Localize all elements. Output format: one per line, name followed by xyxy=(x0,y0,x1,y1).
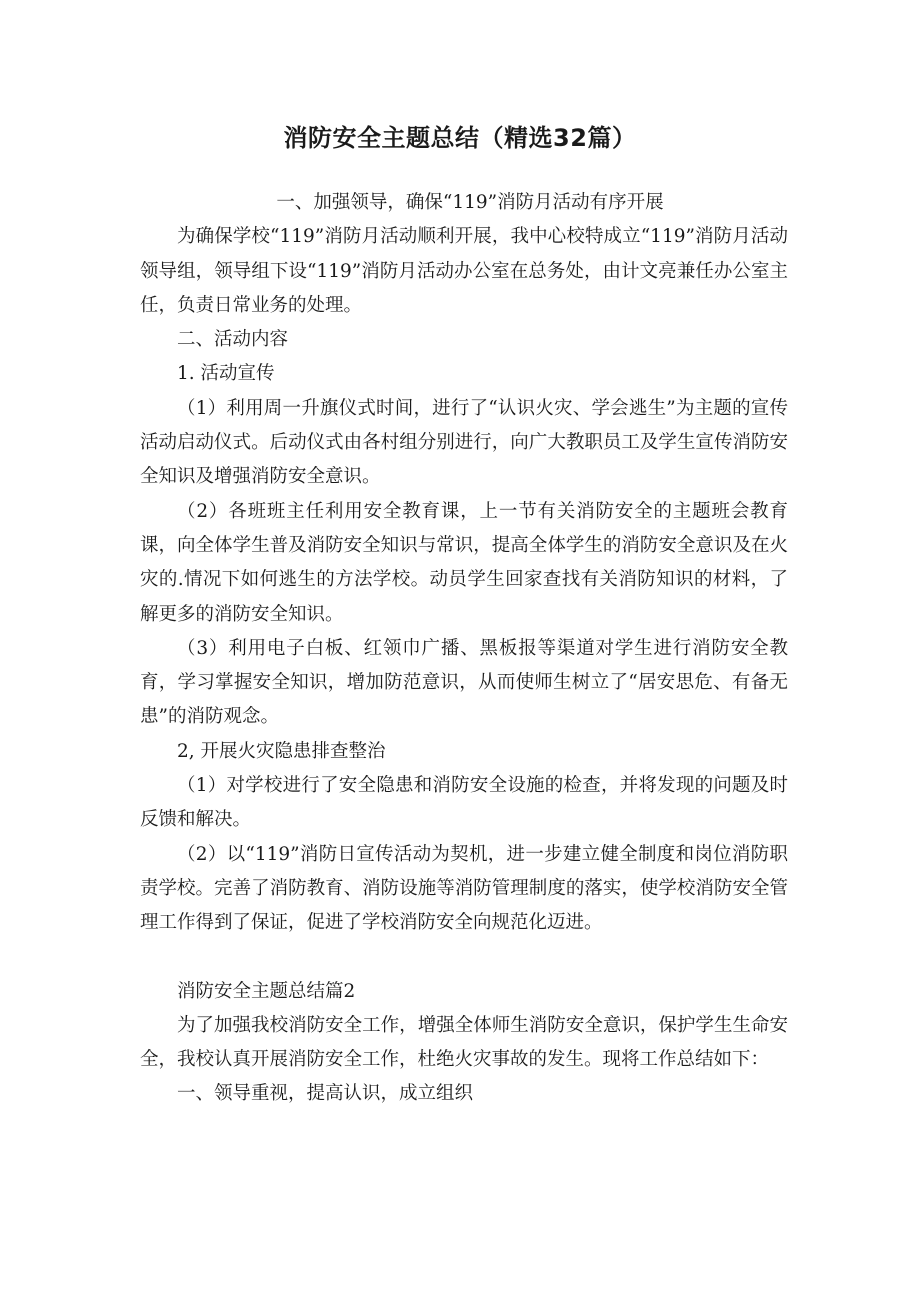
paragraph-article-2-intro: 为了加强我校消防安全工作，增强全体师生消防安全意识，保护学生生命安全，我校认真开展消防安全工作，杜绝火灾事故的发生。现将工作总结如下： xyxy=(140,1014,788,1071)
paragraph-promotion-item-3: （3）利用电子白板、红领巾广播、黑板报等渠道对学生进行消防安全教育，学习掌握安全知识，增加防范意识，从而使师生树立了“居安思危、有备无患”的消防观念。 xyxy=(140,637,788,728)
document-title: 消防安全主题总结（精选32篇） xyxy=(283,124,637,152)
paragraph-inspection-item-2: （2）以“119”消防日宣传活动为契机，进一步建立健全制度和岗位消防职责学校。完善了消防教育、消防设施等消防管理制度的落实，使学校消防安全管理工作得到了保证，促进了学校消防安全向规范化迈进。 xyxy=(140,843,788,934)
paragraph-promotion-item-2: （2）各班班主任利用安全教育课，上一节有关消防安全的主题班会教育课，向全体学生普及消防安全知识与常识，提高全体学生的消防安全意识及在火灾的.情况下如何逃生的方法学校。动员学生回家查找有关消防知识的材料，了解更多的消防安全知识。 xyxy=(140,500,788,625)
document-body xyxy=(140,186,788,1112)
paragraph-promotion-item-1: （1）利用周一升旗仪式时间，进行了“认识火灾、学会逃生”为主题的宣传活动启动仪式。后动仪式由各村组分别进行，向广大教职员工及学生宣传消防安全知识及增强消防安全意识。 xyxy=(140,397,788,488)
section-heading-leadership: 一、加强领导，确保“119”消防月活动有序开展 xyxy=(276,192,664,213)
article-2-heading: 消防安全主题总结篇2 xyxy=(177,980,356,1002)
subheading-hazard-inspection: 2, 开展火灾隐患排查整治 xyxy=(177,740,386,762)
section-heading-leadership-attention: 一、领导重视，提高认识，成立组织 xyxy=(177,1083,474,1105)
paragraph-leadership-group: 为确保学校“119”消防月活动顺利开展，我中心校特成立“119”消防月活动领导组，领导组下设“119”消防月活动办公室在总务处，由计文亮兼任办公室主任，负责日常业务的处理。 xyxy=(140,226,788,316)
subheading-activity-promotion: 1. 活动宣传 xyxy=(177,363,275,385)
paragraph-inspection-item-1: （1）对学校进行了安全隐患和消防安全设施的检查，并将发现的问题及时反馈和解决。 xyxy=(140,775,788,831)
section-heading-activity-content: 二、活动内容 xyxy=(177,329,289,351)
